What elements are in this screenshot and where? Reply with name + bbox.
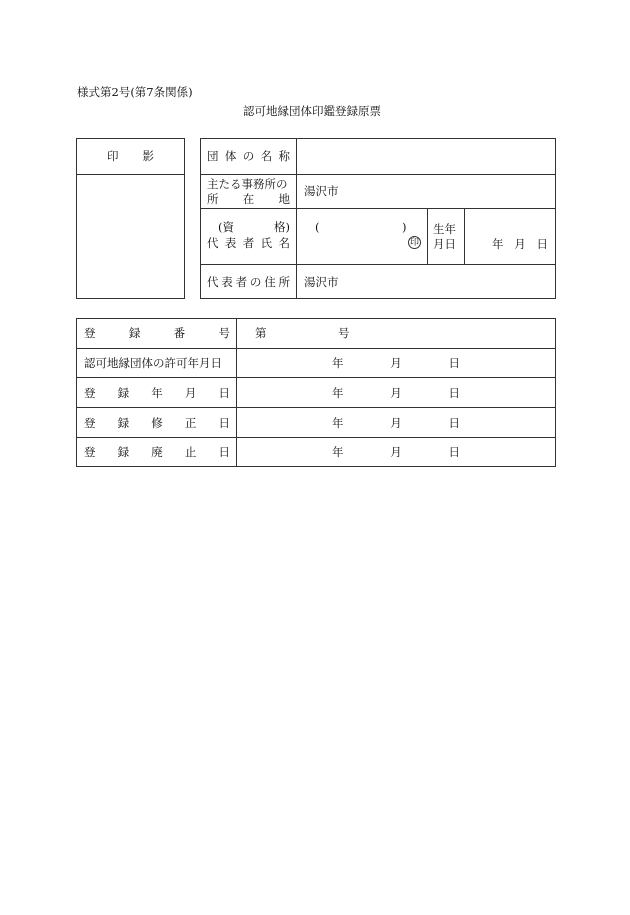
seal-impression-header: 印 影 [107, 149, 154, 163]
org-name-label: 団 体 の 名 称 [207, 149, 290, 163]
birth-label-line1: 生年 [433, 222, 456, 236]
office-label-line1: 主たる事務所の [207, 177, 288, 191]
form-title: 認可地縁団体印鑑登録原票 [243, 104, 381, 118]
form-label: 様式第2号(第7条関係) [77, 85, 193, 99]
seal-mark: 印 [409, 238, 419, 248]
revision-date-value: 年 月 日 [332, 416, 460, 430]
rep-address-label: 代 表 者 の 住 所 [207, 275, 290, 289]
abolition-date-label: 登 録 廃 止 日 [84, 445, 230, 459]
rep-name-label: 代 表 者 氏 名 [207, 236, 290, 250]
birth-date-value: 年 月 日 [492, 237, 548, 251]
birth-label-line2: 月日 [433, 237, 456, 251]
permit-date-value: 年 月 日 [332, 356, 460, 370]
qualification-label: (資 格) [218, 220, 290, 234]
registration-date-value: 年 月 日 [332, 386, 460, 400]
qualification-paren-close: ) [402, 220, 407, 234]
registry-number-prefix: 第 [255, 326, 267, 340]
office-label-line2: 所 在 地 [207, 192, 290, 206]
qualification-paren-open: ( [315, 220, 320, 234]
abolition-date-value: 年 月 日 [332, 445, 460, 459]
permit-date-label: 認可地縁団体の許可年月日 [84, 356, 222, 370]
registry-number-label: 登 録 番 号 [84, 326, 230, 340]
revision-date-label: 登 録 修 正 日 [84, 416, 230, 430]
registry-number-suffix: 号 [338, 326, 350, 340]
rep-address-value: 湯沢市 [304, 275, 339, 289]
office-value: 湯沢市 [304, 184, 339, 198]
registration-date-label: 登 録 年 月 日 [84, 386, 230, 400]
